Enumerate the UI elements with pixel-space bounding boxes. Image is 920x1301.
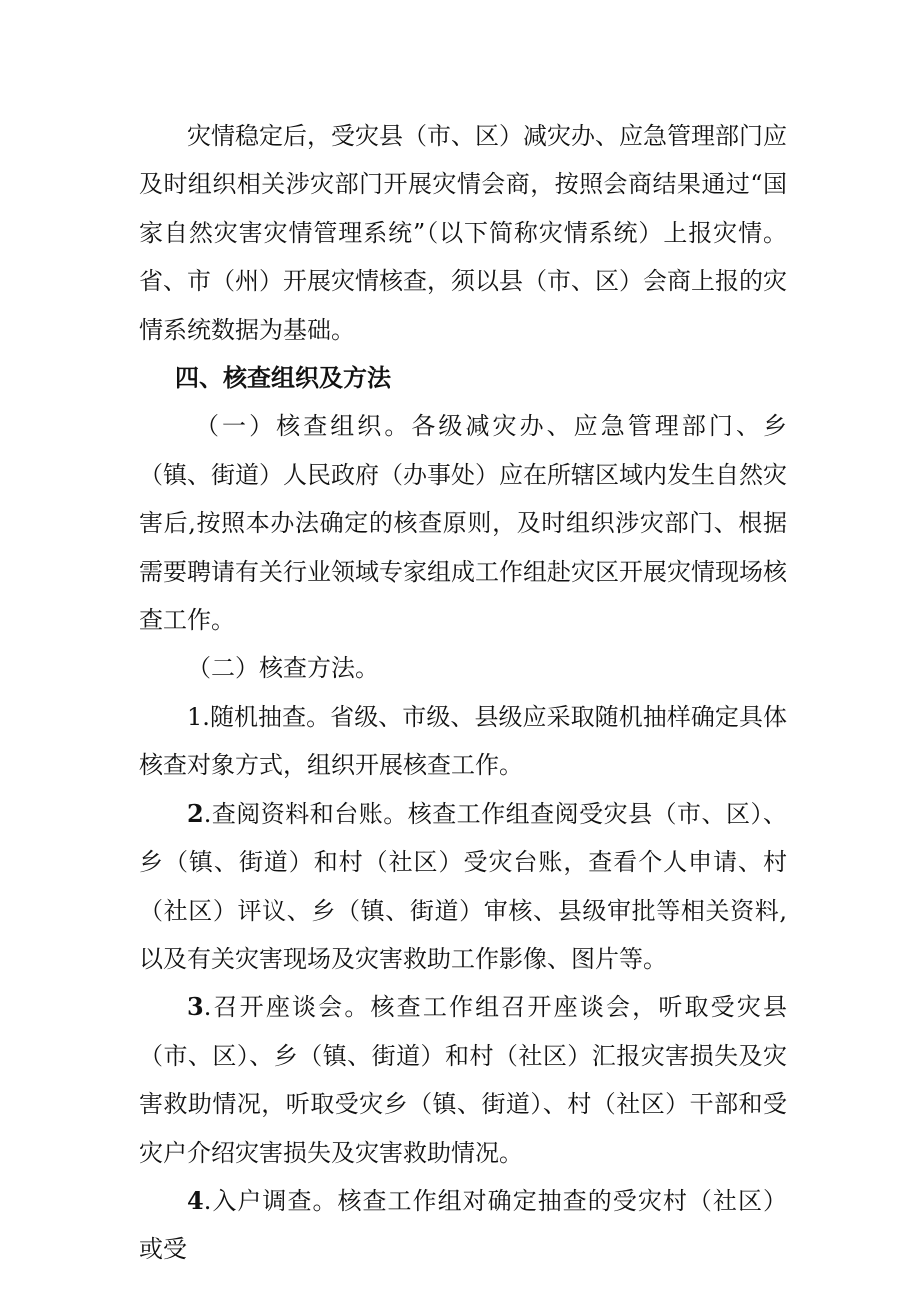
list-item-number: 3 bbox=[187, 992, 204, 1022]
paragraph-verification-methods-heading: （二）核查方法。 bbox=[187, 654, 379, 683]
list-item-household-survey bbox=[139, 1177, 787, 1274]
list-item-random-check: 1.随机抽查。省级、市级、县级应采取随机抽样确定具体核查对象方式，组织开展核查工作。 bbox=[139, 702, 787, 780]
list-item-symposium bbox=[139, 983, 787, 1177]
document-body bbox=[139, 112, 787, 1274]
list-item-text: .召开座谈会。核查工作组召开座谈会，听取受灾县（市、区）、乡（镇、街道）和村（社区）汇报灾害损失及灾害救助情况，听取受灾乡（镇、街道）、村（社区）干部和受灾户介绍灾害损失及灾害救助情况。 bbox=[139, 993, 787, 1167]
list-item-text: .入户调查。核查工作组对确定抽查的受灾村（社区）或受 bbox=[139, 1186, 787, 1264]
list-item-text: .查阅资料和台账。核查工作组查阅受灾县（市、区）、乡（镇、街道）和村（社区）受灾台账，查看个人申请、村（社区）评议、乡（镇、街道）审核、县级审批等相关资料,以及有关灾害现场及灾害救助工作影像、图片等。 bbox=[139, 799, 787, 973]
list-item-review-records bbox=[139, 790, 787, 984]
section-heading-verification-organization: 四、核查组织及方法 bbox=[175, 364, 391, 393]
paragraph-disaster-report: 灾情稳定后，受灾县（市、区）减灾办、应急管理部门应及时组织相关涉灾部门开展灾情会商，按照会商结果通过“国家自然灾害灾情管理系统”（以下简称灾情系统）上报灾情。省、市（州）开展灾情核查，须以县（市、区）会商上报的灾情系统数据为基础。 bbox=[139, 122, 787, 344]
list-item-number: 2 bbox=[187, 798, 204, 828]
list-item-number: 4 bbox=[187, 1185, 204, 1215]
paragraph-verification-organization: （一）核查组织。各级减灾办、应急管理部门、乡（镇、街道）人民政府（办事处）应在所辖区域内发生自然灾害后,按照本办法确定的核查原则，及时组织涉灾部门、根据需要聘请有关行业领域专家组成工作组赴灾区开展灾情现场核查工作。 bbox=[139, 412, 787, 635]
